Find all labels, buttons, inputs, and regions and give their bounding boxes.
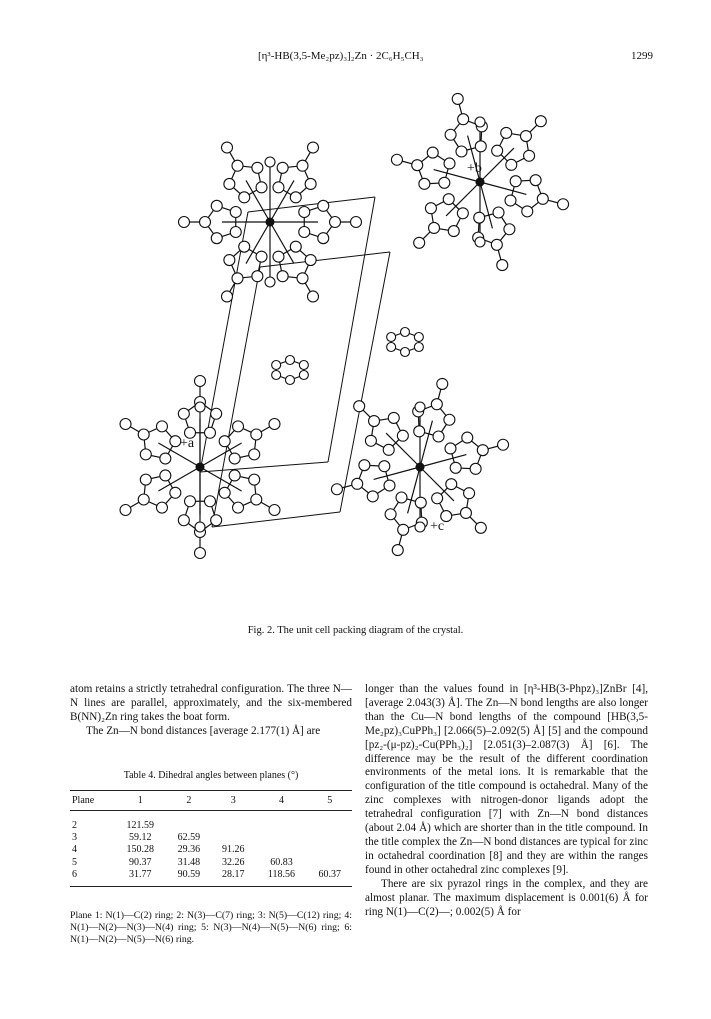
- table-header-cell: Plane: [70, 791, 114, 811]
- axis-label: +a: [180, 436, 195, 451]
- zinc-complex-molecule: [120, 376, 280, 559]
- running-head: [η³-HB(3,5-Me₂pz)₃]₂Zn · 2C₆H₅CH₃: [258, 50, 424, 62]
- axis-label: +c: [430, 519, 445, 534]
- table-cell: 29.36: [177, 844, 201, 856]
- table-cell: [211, 811, 255, 832]
- table-cell: 150.28: [126, 844, 155, 856]
- table-cell: 31.77: [114, 868, 167, 887]
- table-cell: 6: [70, 868, 114, 887]
- table-cell: 32.26: [221, 856, 245, 868]
- table-cell: 2: [72, 819, 77, 831]
- toluene-molecule: [387, 328, 424, 357]
- table-cell: 28.17: [211, 868, 255, 887]
- zinc-complex-molecule: [391, 93, 568, 270]
- table-cell: [308, 844, 352, 856]
- table-header-cell: 5: [308, 791, 352, 811]
- table-header-cell: 1: [114, 791, 167, 811]
- table-cell: [211, 831, 255, 843]
- table-cell: 90.59: [167, 868, 211, 887]
- table-cell: 31.48: [177, 856, 201, 868]
- zinc-complex-molecule: [331, 378, 508, 555]
- right-paragraph-2: There are six pyrazol rings in the complex, and they are almost planar. The maximum displacement is 0.001(6) Å for ring N(1)—C(2)—; 0.002(5) Å for: [365, 877, 648, 918]
- table-header-row: [70, 791, 352, 811]
- table-cell: [308, 811, 352, 832]
- table-row: [70, 831, 352, 843]
- table-cell: [255, 831, 307, 843]
- table-row: [70, 868, 352, 887]
- left-column: [70, 683, 352, 739]
- table-row: [70, 844, 352, 856]
- table-cell: 90.37: [129, 856, 152, 868]
- unit-cell-edge: [200, 462, 328, 472]
- zinc-complex-molecule: [179, 142, 362, 302]
- table-cell: [308, 831, 352, 843]
- table-cell: 60.83: [270, 856, 293, 868]
- table-footnote: Plane 1: N(1)—C(2) ring; 2: N(3)—C(7) ring; 3: N(5)—C(12) ring; 4: N(1)—N(2)—N(3)—N(4) ring; 5: N(3)—N(4)—N(5)—N(6) ring; 6: N(1)—N(2)—N(5)—N(6) ring.: [70, 910, 352, 946]
- table-header-cell: 4: [255, 791, 307, 811]
- unit-cell-packing-diagram: [100, 72, 620, 617]
- axis-label: +b: [467, 161, 482, 176]
- table-cell: 91.26: [221, 844, 245, 856]
- table-cell: [255, 844, 307, 856]
- toluene-molecule: [272, 356, 309, 385]
- table-cell: [308, 856, 352, 868]
- table-header-cell: 2: [167, 791, 211, 811]
- table-cell: [167, 811, 211, 832]
- table-cell: 59.12: [129, 831, 152, 843]
- table-title: Table 4. Dihedral angles between planes (°): [123, 770, 299, 781]
- page-number: 1299: [631, 50, 653, 62]
- right-column: [365, 683, 648, 919]
- table-header-cell: 3: [211, 791, 255, 811]
- table-cell: 3: [72, 831, 77, 843]
- figure-caption: Fig. 2. The unit cell packing diagram of the crystal.: [247, 625, 464, 636]
- table-cell: 60.37: [308, 868, 352, 887]
- table-cell: 4: [72, 844, 77, 856]
- right-paragraph-1: longer than the values found in [η³-HB(3-Phpz)₃]ZnBr [4], [average 2.043(3) Å]. The Zn—N bond lengths are also longer than the Cu—N bond lengths of the compound [HB(3,5-Me₂pz)₃CuPPh₃] [2.066(5)–2.092(5) Å] [5] and the compound [pz₂-(μ-pz)₂-Cu(PPh₃)₂] [2.051(3)–2.087(3) Å] [6]. The difference may be the result of the different coordination environments of the metal ions. It is remarkable that the configuration of the title compound is octahedral. Many of the zinc complexes with nitrogen-donor ligands adopt the tetrahedral configuration [7] with Zn—N bond distances (about 2.04 Å) which are shorter than in the title compound. In the title complex the Zn—N bond distances are typical for zinc in octahedral coordination [8] and they are within the ranges found in other octahedral zinc complexes [9].: [365, 683, 648, 876]
- unit-cell-edge: [340, 252, 390, 512]
- left-paragraph-1: atom retains a strictly tetrahedral configuration. The three N—N lines are parallel, approximately, and the six-membered B(NN)₂Zn ring takes the boat form.: [70, 683, 352, 723]
- left-paragraph-2: The Zn—N bond distances [average 2.177(1) Å] are: [86, 724, 321, 737]
- table-cell: [255, 811, 307, 832]
- table-row: [70, 811, 352, 832]
- table-row: [70, 856, 352, 868]
- table-cell: 118.56: [255, 868, 307, 887]
- table-cell: 121.59: [126, 819, 155, 831]
- unit-cell-edge: [328, 197, 375, 462]
- table-cell: 5: [72, 856, 77, 868]
- dihedral-angle-table: [70, 790, 352, 887]
- table-cell: 62.59: [177, 831, 201, 843]
